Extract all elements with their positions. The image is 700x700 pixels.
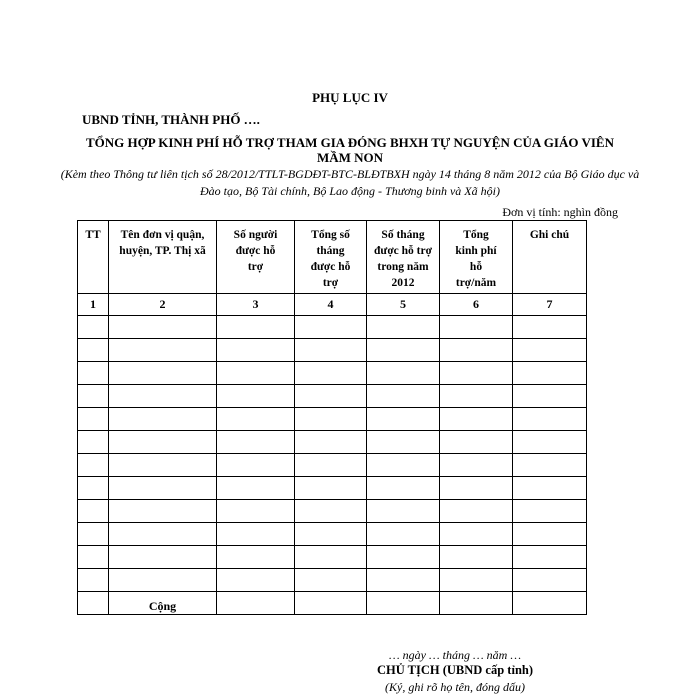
table-row bbox=[78, 546, 587, 569]
table-cell bbox=[78, 362, 109, 385]
table-cell bbox=[295, 477, 367, 500]
total-row bbox=[78, 592, 587, 615]
column-number: 6 bbox=[440, 294, 513, 316]
table-cell bbox=[513, 477, 587, 500]
date-line: … ngày … tháng … năm … bbox=[388, 648, 521, 662]
table-header-row bbox=[78, 221, 587, 294]
table-cell bbox=[78, 500, 109, 523]
table-cell bbox=[217, 408, 295, 431]
table-row bbox=[78, 316, 587, 339]
table-row bbox=[78, 500, 587, 523]
table-cell bbox=[367, 362, 440, 385]
table-cell bbox=[295, 454, 367, 477]
table-cell bbox=[295, 385, 367, 408]
unit-note: Đơn vị tính: nghìn đồng bbox=[502, 205, 618, 219]
table-cell bbox=[440, 385, 513, 408]
table-cell bbox=[513, 592, 587, 615]
table-cell bbox=[440, 546, 513, 569]
table-cell bbox=[78, 408, 109, 431]
column-header-notes: Ghi chú bbox=[513, 221, 587, 294]
table-row bbox=[78, 477, 587, 500]
table-cell bbox=[367, 316, 440, 339]
table-cell bbox=[440, 316, 513, 339]
table-cell bbox=[367, 385, 440, 408]
table-row bbox=[78, 431, 587, 454]
table-cell bbox=[513, 431, 587, 454]
table-cell bbox=[295, 316, 367, 339]
authority-line: UBND TỈNH, THÀNH PHỐ …. bbox=[82, 112, 260, 127]
table-row bbox=[78, 523, 587, 546]
table-cell bbox=[440, 454, 513, 477]
table-cell bbox=[78, 316, 109, 339]
table-cell bbox=[440, 523, 513, 546]
table-row bbox=[78, 408, 587, 431]
table-cell bbox=[295, 523, 367, 546]
table-cell bbox=[440, 569, 513, 592]
table-cell bbox=[109, 362, 217, 385]
column-header-people-supported: Số người được hỗ trợ bbox=[217, 221, 295, 294]
table-cell bbox=[78, 569, 109, 592]
total-label: Cộng bbox=[109, 592, 217, 615]
table-cell bbox=[217, 454, 295, 477]
table-row bbox=[78, 339, 587, 362]
table-cell bbox=[367, 523, 440, 546]
table-cell bbox=[367, 546, 440, 569]
table-cell bbox=[440, 362, 513, 385]
column-header-total-months: Tổng số tháng được hỗ trợ bbox=[295, 221, 367, 294]
document-title: TỔNG HỢP KINH PHÍ HỖ TRỢ THAM GIA ĐÓNG BHXH TỰ NGUYỆN CỦA GIÁO VIÊN MẦM NON bbox=[85, 135, 614, 165]
table-cell bbox=[440, 500, 513, 523]
column-header-tt: TT bbox=[78, 221, 109, 294]
table-cell bbox=[513, 385, 587, 408]
table-cell bbox=[513, 408, 587, 431]
table-cell bbox=[295, 362, 367, 385]
signer-note: (Ký, ghi rõ họ tên, đóng dấu) bbox=[385, 680, 525, 694]
table-cell bbox=[367, 500, 440, 523]
table-cell bbox=[109, 523, 217, 546]
table-cell bbox=[217, 569, 295, 592]
table-cell bbox=[109, 408, 217, 431]
table-cell bbox=[217, 592, 295, 615]
table-cell bbox=[513, 362, 587, 385]
table-row bbox=[78, 569, 587, 592]
table-cell bbox=[78, 385, 109, 408]
table-cell bbox=[217, 546, 295, 569]
column-header-months-2012: Số tháng được hỗ trợ trong năm 2012 bbox=[367, 221, 440, 294]
table-row bbox=[78, 454, 587, 477]
funding-summary-table bbox=[77, 220, 587, 615]
table-cell bbox=[440, 339, 513, 362]
table-cell bbox=[109, 339, 217, 362]
table-cell bbox=[109, 546, 217, 569]
table-cell bbox=[109, 385, 217, 408]
table-cell bbox=[217, 500, 295, 523]
table-cell bbox=[109, 569, 217, 592]
signer-title: CHỦ TỊCH (UBND cấp tỉnh) bbox=[376, 663, 534, 677]
table-cell bbox=[440, 477, 513, 500]
document-subtitle: (Kèm theo Thông tư liên tịch số 28/2012/TTLT-BGDĐT-BTC-BLĐTBXH ngày 14 tháng 8 năm 2012 của Bộ Giáo dục và Đào tạo, Bộ Tài chính, Bộ Lao động - Thương binh và Xã hội) bbox=[60, 167, 640, 198]
table-cell bbox=[295, 546, 367, 569]
table-cell bbox=[78, 546, 109, 569]
table-cell bbox=[513, 339, 587, 362]
table-row bbox=[78, 362, 587, 385]
table-cell bbox=[513, 546, 587, 569]
column-header-unit-name: Tên đơn vị quận, huyện, TP. Thị xã bbox=[109, 221, 217, 294]
table-cell bbox=[78, 592, 109, 615]
table-cell bbox=[217, 385, 295, 408]
table-cell bbox=[109, 500, 217, 523]
table-cell bbox=[78, 454, 109, 477]
table-cell bbox=[513, 500, 587, 523]
column-number: 3 bbox=[217, 294, 295, 316]
column-number: 1 bbox=[78, 294, 109, 316]
appendix-title: PHỤ LỤC IV bbox=[312, 90, 388, 105]
column-number: 7 bbox=[513, 294, 587, 316]
table-cell bbox=[217, 316, 295, 339]
table-cell bbox=[295, 569, 367, 592]
table-cell bbox=[217, 523, 295, 546]
column-number: 4 bbox=[295, 294, 367, 316]
table-cell bbox=[295, 500, 367, 523]
table-cell bbox=[513, 454, 587, 477]
table-cell bbox=[78, 431, 109, 454]
table-cell bbox=[109, 316, 217, 339]
table-cell bbox=[295, 592, 367, 615]
table-row bbox=[78, 385, 587, 408]
table-body bbox=[78, 316, 587, 592]
table-cell bbox=[367, 408, 440, 431]
table-cell bbox=[217, 477, 295, 500]
column-number: 2 bbox=[109, 294, 217, 316]
table-cell bbox=[109, 431, 217, 454]
table-cell bbox=[440, 408, 513, 431]
table-cell bbox=[78, 477, 109, 500]
table-cell bbox=[513, 523, 587, 546]
table-cell bbox=[109, 454, 217, 477]
column-number: 5 bbox=[367, 294, 440, 316]
table-cell bbox=[440, 592, 513, 615]
table-cell bbox=[217, 431, 295, 454]
table-cell bbox=[109, 477, 217, 500]
table-cell bbox=[367, 592, 440, 615]
table-cell bbox=[367, 431, 440, 454]
table-cell bbox=[295, 408, 367, 431]
table-cell bbox=[440, 431, 513, 454]
table-cell bbox=[367, 477, 440, 500]
table-cell bbox=[513, 569, 587, 592]
table-cell bbox=[367, 569, 440, 592]
table-cell bbox=[78, 339, 109, 362]
table-cell bbox=[295, 431, 367, 454]
table-cell bbox=[513, 316, 587, 339]
table-cell bbox=[217, 339, 295, 362]
column-number-row bbox=[78, 294, 587, 316]
table-cell bbox=[217, 362, 295, 385]
table-cell bbox=[295, 339, 367, 362]
table-cell bbox=[78, 523, 109, 546]
table-cell bbox=[367, 454, 440, 477]
column-header-total-funding: Tổng kinh phí hỗ trợ/năm bbox=[440, 221, 513, 294]
table-cell bbox=[367, 339, 440, 362]
